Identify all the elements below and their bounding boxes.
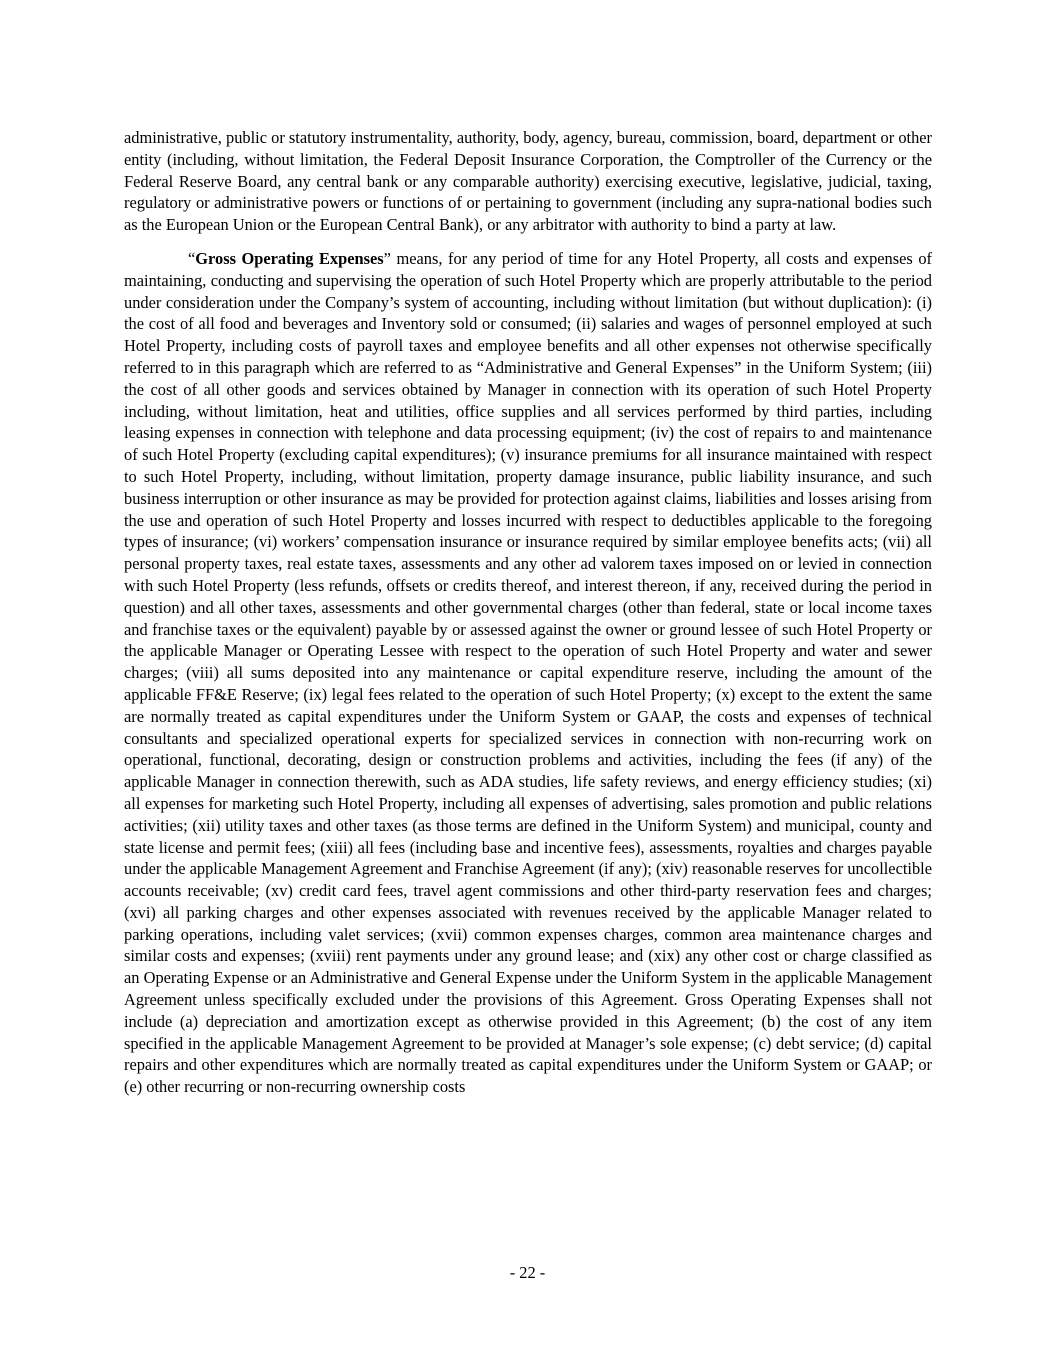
- page-number: - 22 -: [509, 1263, 546, 1282]
- open-quote: “: [188, 248, 196, 268]
- paragraph-government-authority: administrative, public or statutory instrumentality, authority, body, agency, bureau, commission, board, department or other entity (including, without limitation, the Federal Deposit Insurance Corporation, the Comptroller of the Currency or the Federal Reserve Board, any central bank or any comparable authority) exercising executive, legislative, judicial, taxing, regulatory or administrative powers or functions of or pertaining to government (including any supra-national bodies such as the European Union or the European Central Bank), or any arbitrator with authority to bind a party at law.: [124, 128, 932, 235]
- definition-text: ” means, for any period of time for any Hotel Property, all costs and expenses of maintaining, conducting and supervising the operation of such Hotel Property which are properly attributable to the period under consideration under the Company’s system of accounting, including without limitation (but without duplication): (i) the cost of all food and beverages and Inventory sold or consumed; (ii) salaries and wages of personnel employed at such Hotel Property, including costs of payroll taxes and employee benefits and all other expenses not otherwise specifically referred to in this paragraph which are referred to as “Administrative and General Expenses” in the Uniform System; (iii) the cost of all other goods and services obtained by Manager in connection with its operation of such Hotel Property including, without limitation, heat and utilities, office supplies and all services performed by third parties, including leasing expenses in connection with telephone and data processing equipment; (iv) the cost of repairs to and maintenance of such Hotel Property (excluding capital expenditures); (v) insurance premiums for all insurance maintained with respect to such Hotel Property, including, without limitation, property damage insurance, public liability insurance, and such business interruption or other insurance as may be provided for protection against claims, liabilities and losses arising from the use and operation of such Hotel Property and losses incurred with respect to deductibles applicable to the foregoing types of insurance; (vi) workers’ compensation insurance or insurance required by similar employee benefits acts; (vii) all personal property taxes, real estate taxes, assessments and any other ad valorem taxes imposed on or levied in connection with such Hotel Property (less refunds, offsets or credits thereof, and interest thereon, if any, received during the period in question) and all other taxes, assessments and other governmental charges (other than federal, state or local income taxes and franchise taxes or the equivalent) payable by or assessed against the owner or ground lessee of such Hotel Property or the applicable Manager or Operating Lessee with respect to the operation of such Hotel Property and water and sewer charges; (viii) all sums deposited into any maintenance or capital expenditure reserve, including the amount of the applicable FF&E Reserve; (ix) legal fees related to the operation of such Hotel Property; (x) except to the extent the same are normally treated as capital expenditures under the Uniform System or GAAP, the costs and expenses of technical consultants and specialized operational experts for specialized services in connection with non-recurring work on operational, functional, decorating, design or construction problems and activities, including the fees (if any) of the applicable Manager in connection therewith, such as ADA studies, life safety reviews, and energy efficiency studies; (xi) all expenses for marketing such Hotel Property, including all expenses of advertising, sales promotion and public relations activities; (xii) utility taxes and other taxes (as those terms are defined in the Uniform System) and municipal, county and state license and permit fees; (xiii) all fees (including base and incentive fees), assessments, royalties and charges payable under the applicable Management Agreement and Franchise Agreement (if any); (xiv) reasonable reserves for uncollectible accounts receivable; (xv) credit card fees, travel agent commissions and other third-party reservation fees and charges; (xvi) all parking charges and other expenses associated with revenues received by the applicable Manager related to parking operations, including valet services; (xvii) common expenses charges, common area maintenance charges and similar costs and expenses; (xviii) rent payments under any ground lease; and (xix) any other cost or charge classified as an Operating Expense or an Administrative and General Expense under the Uniform System in the applicable Management Agreement unless specifically excluded under the provisions of this Agreement. Gross Operating Expenses shall not include (a) depreciation and amortization except as otherwise provided in this Agreement; (b) the cost of any item specified in the applicable Management Agreement to be provided at Manager’s sole expense; (c) debt service; (d) capital repairs and other expenditures which are normally treated as capital expenditures under the Uniform System or GAAP; or (e) other recurring or non-recurring ownership costs: [124, 248, 932, 1097]
- paragraph-gross-operating-expenses: [124, 248, 932, 1098]
- body-text: [124, 127, 932, 1098]
- defined-term: Gross Operating Expenses: [195, 248, 384, 268]
